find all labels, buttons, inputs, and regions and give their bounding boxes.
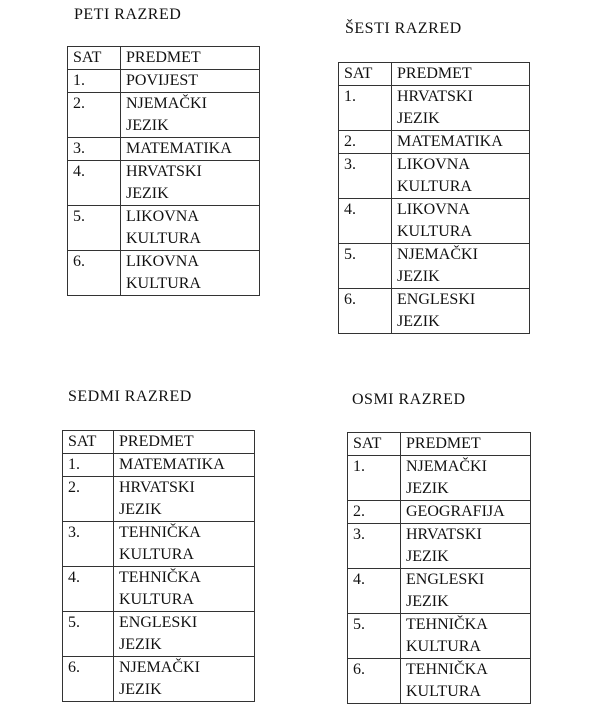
table-row bbox=[348, 614, 531, 659]
table-row bbox=[68, 206, 260, 251]
class-title-sesti: ŠESTI RAZRED bbox=[345, 20, 462, 37]
predmet-cell: LIKOVNA KULTURA bbox=[392, 154, 530, 199]
header-sat: SAT bbox=[348, 433, 401, 456]
table-row bbox=[68, 251, 260, 296]
table-row bbox=[63, 657, 255, 702]
predmet-cell: MATEMATIKA bbox=[121, 138, 260, 161]
sat-cell: 4. bbox=[63, 567, 114, 612]
sat-cell: 6. bbox=[63, 657, 114, 702]
class-title-osmi: OSMI RAZRED bbox=[352, 391, 466, 408]
table-row bbox=[68, 138, 260, 161]
table-row bbox=[339, 199, 530, 244]
predmet-cell: TEHNIČKA KULTURA bbox=[401, 659, 531, 704]
sat-cell: 6. bbox=[68, 251, 121, 296]
sat-cell: 3. bbox=[68, 138, 121, 161]
sat-cell: 5. bbox=[63, 612, 114, 657]
header-predmet: PREDMET bbox=[114, 431, 255, 454]
header-predmet: PREDMET bbox=[121, 47, 260, 70]
table-row bbox=[348, 659, 531, 704]
sat-cell: 3. bbox=[348, 524, 401, 569]
predmet-cell: MATEMATIKA bbox=[114, 454, 255, 477]
predmet-cell: NJEMAČKI JEZIK bbox=[401, 456, 531, 501]
sat-cell: 2. bbox=[63, 477, 114, 522]
predmet-cell: HRVATSKI JEZIK bbox=[114, 477, 255, 522]
table-row bbox=[63, 522, 255, 567]
table-row bbox=[68, 93, 260, 138]
sat-cell: 4. bbox=[339, 199, 392, 244]
sat-cell: 5. bbox=[68, 206, 121, 251]
predmet-cell: HRVATSKI JEZIK bbox=[401, 524, 531, 569]
sat-cell: 3. bbox=[339, 154, 392, 199]
sat-cell: 1. bbox=[339, 86, 392, 131]
sat-cell: 6. bbox=[348, 659, 401, 704]
table-row bbox=[68, 161, 260, 206]
table-row bbox=[348, 569, 531, 614]
predmet-cell: ENGLESKI JEZIK bbox=[401, 569, 531, 614]
header-predmet: PREDMET bbox=[401, 433, 531, 456]
table-row bbox=[348, 501, 531, 524]
table-header-row bbox=[68, 47, 260, 70]
predmet-cell: LIKOVNA KULTURA bbox=[392, 199, 530, 244]
table-row bbox=[63, 454, 255, 477]
predmet-cell: NJEMAČKI JEZIK bbox=[121, 93, 260, 138]
table-row bbox=[68, 70, 260, 93]
sat-cell: 5. bbox=[348, 614, 401, 659]
predmet-cell: NJEMAČKI JEZIK bbox=[114, 657, 255, 702]
table-row bbox=[348, 456, 531, 501]
table-row bbox=[339, 244, 530, 289]
predmet-cell: POVIJEST bbox=[121, 70, 260, 93]
predmet-cell: LIKOVNA KULTURA bbox=[121, 206, 260, 251]
predmet-cell: TEHNIČKA KULTURA bbox=[114, 567, 255, 612]
predmet-cell: HRVATSKI JEZIK bbox=[121, 161, 260, 206]
sat-cell: 2. bbox=[339, 131, 392, 154]
class-title-sedmi: SEDMI RAZRED bbox=[68, 388, 192, 405]
header-sat: SAT bbox=[63, 431, 114, 454]
table-row bbox=[63, 477, 255, 522]
predmet-cell: ENGLESKI JEZIK bbox=[392, 289, 530, 334]
schedule-table-sedmi bbox=[62, 430, 255, 702]
table-row bbox=[339, 86, 530, 131]
predmet-cell: HRVATSKI JEZIK bbox=[392, 86, 530, 131]
schedule-table-osmi bbox=[347, 432, 531, 704]
header-sat: SAT bbox=[339, 63, 392, 86]
table-row bbox=[63, 612, 255, 657]
schedule-table-sesti bbox=[338, 62, 530, 334]
sat-cell: 5. bbox=[339, 244, 392, 289]
sat-cell: 1. bbox=[348, 456, 401, 501]
table-row bbox=[339, 154, 530, 199]
predmet-cell: MATEMATIKA bbox=[392, 131, 530, 154]
table-header-row bbox=[63, 431, 255, 454]
sat-cell: 1. bbox=[68, 70, 121, 93]
class-title-peti: PETI RAZRED bbox=[74, 6, 182, 23]
predmet-cell: GEOGRAFIJA bbox=[401, 501, 531, 524]
table-row bbox=[348, 524, 531, 569]
header-sat: SAT bbox=[68, 47, 121, 70]
sat-cell: 1. bbox=[63, 454, 114, 477]
predmet-cell: ENGLESKI JEZIK bbox=[114, 612, 255, 657]
sat-cell: 2. bbox=[348, 501, 401, 524]
predmet-cell: TEHNIČKA KULTURA bbox=[401, 614, 531, 659]
sat-cell: 2. bbox=[68, 93, 121, 138]
sat-cell: 4. bbox=[348, 569, 401, 614]
table-header-row bbox=[348, 433, 531, 456]
header-predmet: PREDMET bbox=[392, 63, 530, 86]
table-row bbox=[63, 567, 255, 612]
table-row bbox=[339, 289, 530, 334]
predmet-cell: TEHNIČKA KULTURA bbox=[114, 522, 255, 567]
sat-cell: 6. bbox=[339, 289, 392, 334]
sat-cell: 3. bbox=[63, 522, 114, 567]
predmet-cell: LIKOVNA KULTURA bbox=[121, 251, 260, 296]
predmet-cell: NJEMAČKI JEZIK bbox=[392, 244, 530, 289]
table-row bbox=[339, 131, 530, 154]
table-header-row bbox=[339, 63, 530, 86]
schedule-table-peti bbox=[67, 46, 260, 296]
sat-cell: 4. bbox=[68, 161, 121, 206]
